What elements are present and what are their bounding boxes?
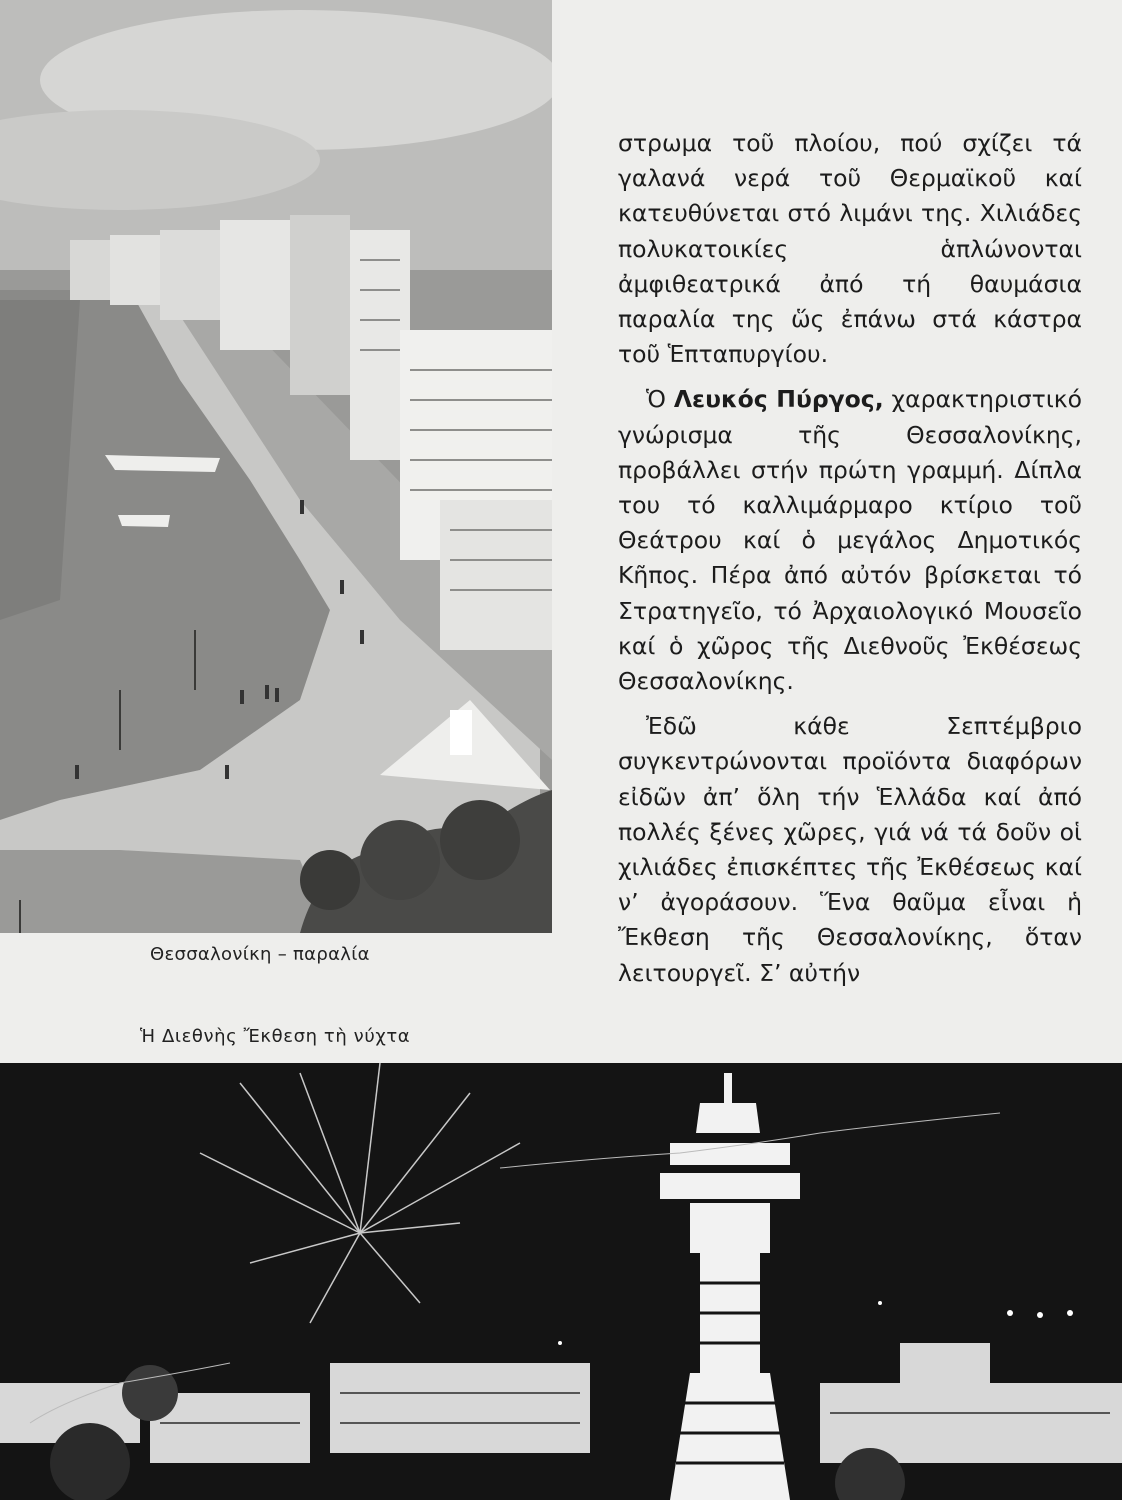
paragraph-2-start: Ὁ xyxy=(646,385,674,414)
paragraph-2-rest: χαρακτηριστικό γνώρισμα τῆς Θεσσαλονίκης, προβάλλει στήν πρώτη γραμμή. Δίπλα του τό καλλιμάρμαρο κτίριο τοῦ Θεάτρου καί ὁ μεγάλος Δημοτικός Κῆπος. Πέρα ἀπό αὐτόν βρίσκεται τό Στρατηγεῖο, τό Ἀρχαιολογικό Μουσεῖο καί ὁ χῶρος τῆς Διεθνοῦς Ἐκθέσεως Θεσσαλονίκης. xyxy=(618,385,1082,696)
white-tower-bold: Λευκός Πύργος, xyxy=(673,385,884,414)
fair-night-photo xyxy=(0,1063,1122,1500)
seafront-illustration xyxy=(0,0,552,933)
paragraph-3: Ἐδῶ κάθε Σεπτέμβριο συγκεντρώνονται προϊόντα διαφόρων εἰδῶν ἀπ’ ὅλη τήν Ἑλλάδα καί ἀπό πολλές ξένες χῶρες, γιά νά τά δοῦν οἱ χιλιάδες ἐπισκέπτες τῆς Ἐκθέσεως καί ν’ ἀγοράσουν. Ἕνα θαῦμα εἶναι ἡ Ἔκθεση τῆς Θεσσαλονίκης, ὅταν λειτουργεῖ. Σ’ αὐτήν xyxy=(618,712,1082,987)
fair-night-illustration xyxy=(0,1063,1122,1500)
bottom-photo-caption: Ἡ Διεθνὴς Ἔκθεση τὴ νύχτα xyxy=(140,1026,411,1047)
body-text xyxy=(618,126,1082,1001)
seafront-photo xyxy=(0,0,552,933)
paragraph-1: στρωμα τοῦ πλοίου, πού σχίζει τά γαλανά νερά τοῦ Θερμαϊκοῦ καί κατευθύνεται στό λιμάνι της. Χιλιάδες πολυκατοικίες ἁπλώνονται ἀμφιθεατρικά ἀπό τή θαυμάσια παραλία της ὥς ἐπάνω στά κάστρα τοῦ Ἑπταπυργίου. xyxy=(618,129,1082,369)
paragraph-2 xyxy=(618,382,1082,699)
top-photo-caption: Θεσσαλονίκη – παραλία xyxy=(150,944,370,965)
